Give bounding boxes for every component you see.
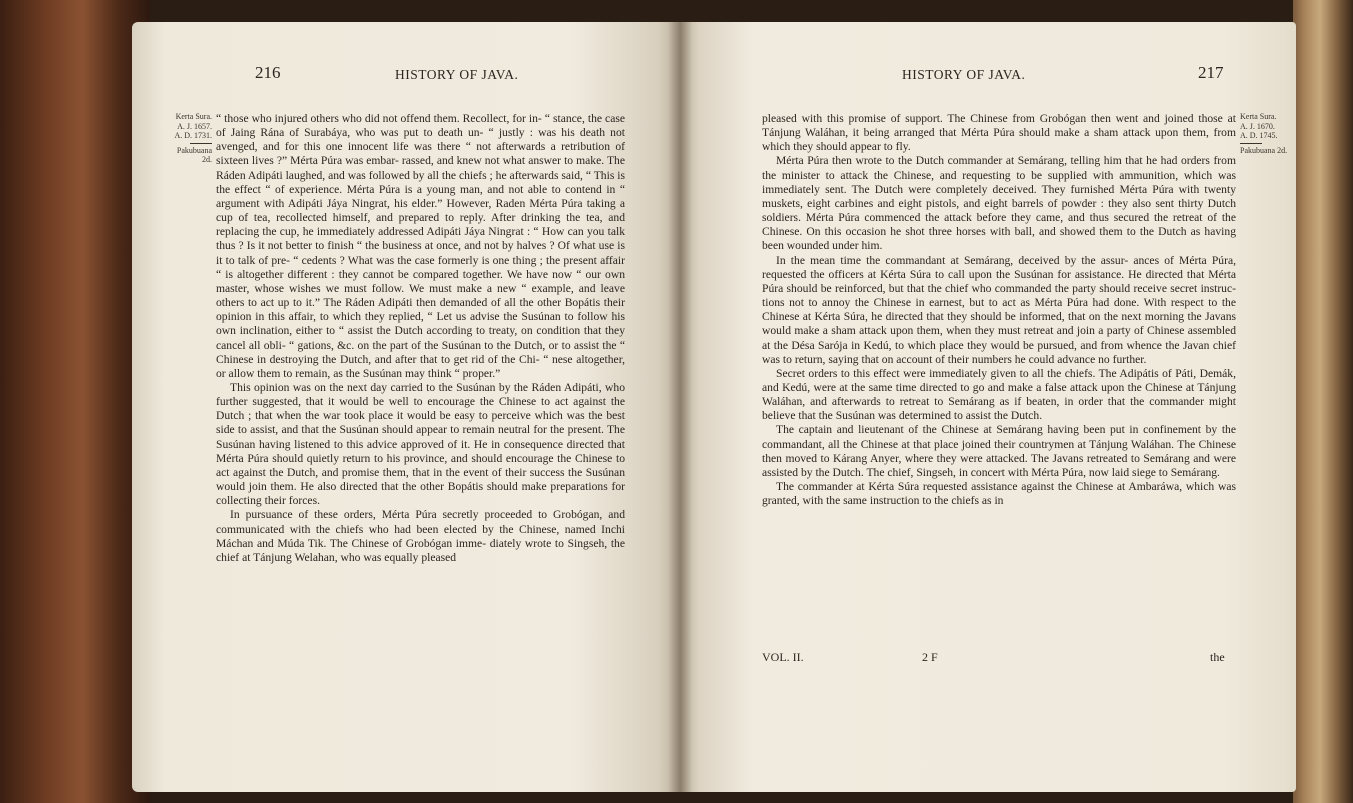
margin-note-place: Kerta Sura. xyxy=(1240,112,1277,121)
margin-note-reign: Pakubuana 2d. xyxy=(1240,145,1288,155)
page-gutter xyxy=(668,22,692,792)
paragraph: In pursuance of these orders, Mérta Púra secretly proceeded to Grobógan, and communicated with the chiefs who had been elected by the Chinese, named Inchi Máchan and Múda Tik. The Chinese of Grobógan imme- diately wrote to Singseh, the chief at Tánjung Welahan, who was equally pleased xyxy=(216,508,625,564)
paragraph: In the mean time the commandant at Semárang, deceived by the assur- ances of Mérta Púra, requested the officers at Kérta Súra to call upon the Susúnan for assistance. He directed that Mérta Púra should be reinforced, but that the chief who commanded the party should receive secret instruc- tions not to annoy the Chinese in earnest, but to act as Mérta Púra had done. With respect to the Chinese at Kérta Súra, he directed that they should be informed, that on the next morning the Javans would make a sham attack upon them, when they must retreat and join a party of Chinese assembled at the Désa Sarója in Kedú, to which place they would be pursued, and from whence the Javan chief was to return, saying that on account of their numbers he could advance no further. xyxy=(762,253,1236,366)
book-spine-left xyxy=(0,0,150,803)
right-running-head: HISTORY OF JAVA. xyxy=(902,67,1026,82)
right-page-number: 217 xyxy=(1198,63,1224,82)
signature-mark: 2 F xyxy=(922,650,938,664)
left-running-head: HISTORY OF JAVA. xyxy=(395,67,519,82)
left-page-number: 216 xyxy=(255,63,281,82)
paragraph: pleased with this promise of support. The Chinese from Grobógan then went and joined those at Tánjung Waláhan, it being arranged that Mérta Púra should make a sham attack upon them, from which they should appear to fly. xyxy=(762,112,1236,154)
paragraph: Mérta Púra then wrote to the Dutch commander at Semárang, telling him that he had orders from the minister to attack the Chinese, and requesting to be supplied with ammunition, which was immediately sent. The Dutch were completely deceived. They furnished Mérta Púra with twenty muskets, eight carbines and eight pistols, and eight barrels of powder : they also sent thirty Dutch soldiers. Mérta Púra commenced the attack before they came, and thus secured the retreat of the Chinese. On this occasion he shot three horses with ball, and showed them to the Dutch as having been wounded under him. xyxy=(762,154,1236,253)
volume-label: VOL. II. xyxy=(762,650,804,664)
margin-note-reign: Pakubuana 2d. xyxy=(176,145,212,164)
margin-note-year-aj: A. J. 1657. xyxy=(177,121,212,131)
margin-note-rule xyxy=(1240,143,1262,144)
paragraph: Secret orders to this effect were immediately given to all the chiefs. The Adipátis of Páti, Demák, and Kedú, were at the same time directed to go and make a false attack upon the Chinese at Tánjung Waláhan, and afterwards to retreat to Semárang as if beaten, in order that the commander might believe that the Susúnan was determined to assist the Dutch. xyxy=(762,366,1236,423)
paragraph: The captain and lieutenant of the Chinese at Semárang having been put in confinement by the commandant, all the Chinese at that place joined their countrymen at Tánjung Waláhan. The Chinese then moved to Kárang Anyer, where they were attacked. The Javans retreated to Semárang and were assisted by the Dutch. The chief, Singseh, in concert with Mérta Púra, now laid siege to Semárang. xyxy=(762,423,1236,479)
margin-note-place: Kerta Sura. xyxy=(175,112,212,121)
margin-note-rule xyxy=(190,143,212,144)
left-margin-note xyxy=(168,112,212,165)
margin-note-year-ad: A. D. 1731. xyxy=(174,131,212,140)
book-edge-right xyxy=(1293,0,1353,803)
right-body-text xyxy=(762,112,1236,508)
paragraph: The commander at Kérta Súra requested assistance against the Chinese at Ambaráwa, which was granted, with the same instruction to the chiefs as in xyxy=(762,480,1236,508)
left-body-text xyxy=(216,112,625,565)
paragraph: This opinion was on the next day carried to the Susúnan by the Ráden Adipáti, who further suggested, that it would be well to encourage the Chinese to act against the Dutch ; that when the war took place it would be easy to perceive which was the best side to assist, and that the Susúnan should appear to remain neutral for the present. The Susúnan having listened to this advice approved of it. He in consequence directed that Mérta Púra should quietly return to his province, and should encourage the Chinese to act against the Dutch, and promise them, that in the event of their success the Susúnan would join them. He also directed that the other Bopátis should make preparations for collecting their forces. xyxy=(216,380,625,508)
catchword: the xyxy=(1210,650,1225,664)
right-margin-note xyxy=(1240,112,1294,155)
margin-note-year-ad: A. D. 1745. xyxy=(1240,131,1278,140)
margin-note-year-aj: A. J. 1670. xyxy=(1240,121,1275,131)
paragraph: “ those who injured others who did not offend them. Recollect, for in- “ stance, the case of Jaing Rána of Surabáya, who was put to death un- “ justly : was his death not avenged, and for this one innocent life was there “ not afterwards a retribution of sixteen lives ?” Mérta Púra was embar- rassed, and knew not what answer to make. The Ráden Adipáti laughed, and was followed by all the chiefs ; he afterwards said, “ This is the effect “ of experience. Mérta Púra is a young man, and not able to contend in “ argument with Adipáti Jáya Ningrat, his elder.” However, Raden Mérta Púra taking a cup of tea, recollected himself, and prepared to reply. After drinking the tea, and replacing the cup, he immediately addressed Adipáti Jáya Ningrat : “ How can you talk thus ? Is it not better to finish “ the business at once, and not by halves ? Of what use is it to talk of pre- “ cedents ? What was the case formerly is one thing ; the present affair “ is altogether different : they cannot be compared together. We have now “ our own master, whose wishes we must follow. We must make a new “ example, and leave others to act up to it.” The Ráden Adipáti then demanded of all the other Bopátis their opinion in this affair, to which they replied, “ Let us advise the Susúnan to follow his own inclination, either to “ assist the Dutch according to treaty, on condition that they cancel all obli- “ gations, &c. on the part of the Susúnan to the Dutch, or to assist the “ Chinese in destroying the Dutch, and after that to get rid of the Chi- “ nese altogether, or allow them to remain, as the Susúnan may think “ proper.” xyxy=(216,112,625,380)
